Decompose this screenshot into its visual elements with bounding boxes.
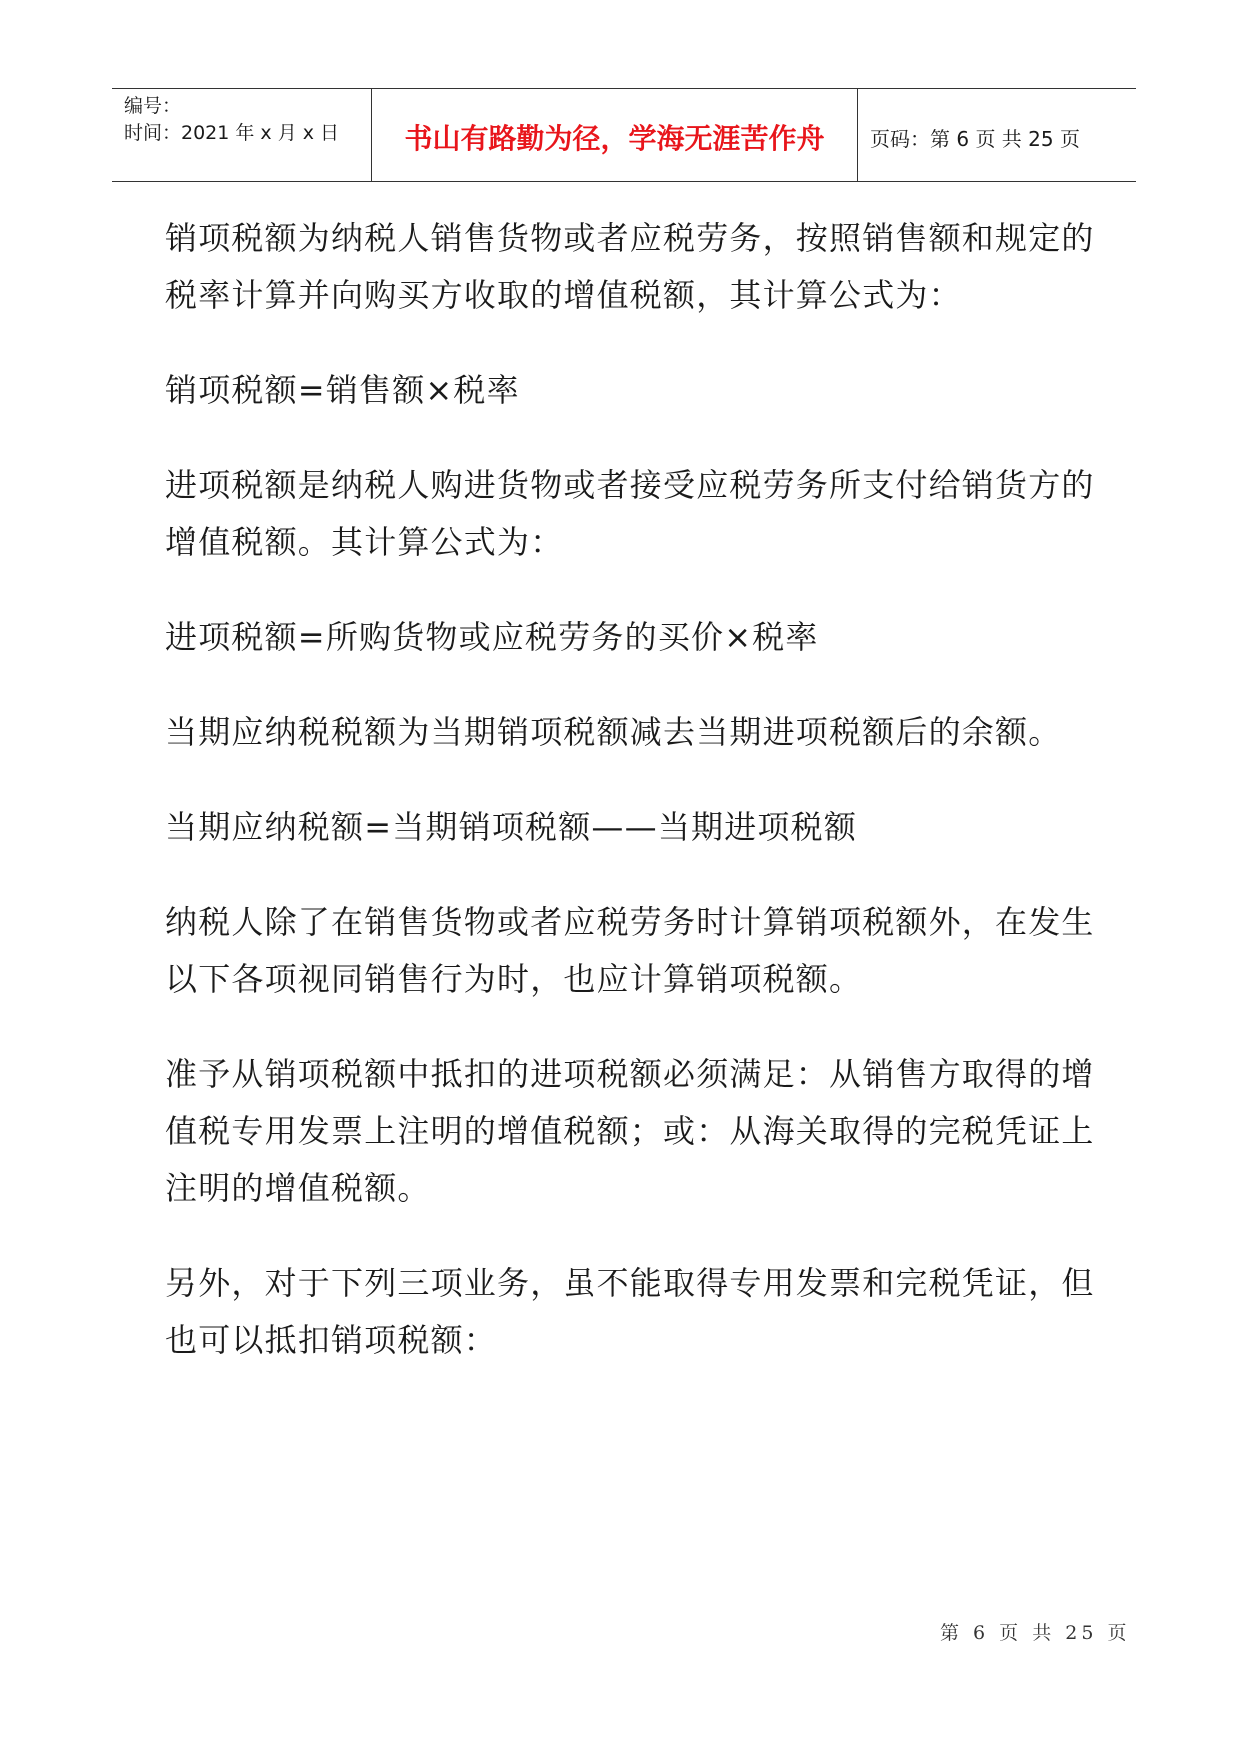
paragraph: 准予从销项税额中抵扣的进项税额必须满足：从销售方取得的增值税专用发票上注明的增值税额；或：从海关取得的完税凭证上注明的增值税额。 xyxy=(165,1055,1095,1207)
paragraph: 另外，对于下列三项业务，虽不能取得专用发票和完税凭证，但也可以抵扣销项税额： xyxy=(165,1264,1095,1359)
formula: 进项税额=所购货物或应税劳务的买价×税率 xyxy=(165,618,819,656)
document-header xyxy=(112,88,1136,182)
header-page-info: 页码：第 6 页 共 25 页 xyxy=(870,126,1080,151)
page-footer: 第 6 页 共 25 页 xyxy=(940,1622,1131,1644)
time-label: 时间：2021 年 x 月 x 日 xyxy=(124,122,340,144)
document-body xyxy=(165,210,1095,1407)
header-motto: 书山有路勤为径，学海无涯苦作舟 xyxy=(372,89,858,181)
header-meta xyxy=(112,89,372,181)
paragraph: 进项税额是纳税人购进货物或者接受应税劳务所支付给销货方的增值税额。其计算公式为： xyxy=(165,466,1095,561)
formula: 当期应纳税额=当期销项税额——当期进项税额 xyxy=(165,808,858,846)
paragraph: 销项税额为纳税人销售货物或者应税劳务，按照销售额和规定的税率计算并向购买方收取的增值税额，其计算公式为： xyxy=(165,219,1095,314)
paragraph: 当期应纳税税额为当期销项税额减去当期进项税额后的余额。 xyxy=(165,713,1062,751)
paragraph: 纳税人除了在销售货物或者应税劳务时计算销项税额外，在发生以下各项视同销售行为时，也应计算销项税额。 xyxy=(165,903,1095,998)
formula: 销项税额=销售额×税率 xyxy=(165,371,520,409)
code-label: 编号： xyxy=(124,95,182,117)
